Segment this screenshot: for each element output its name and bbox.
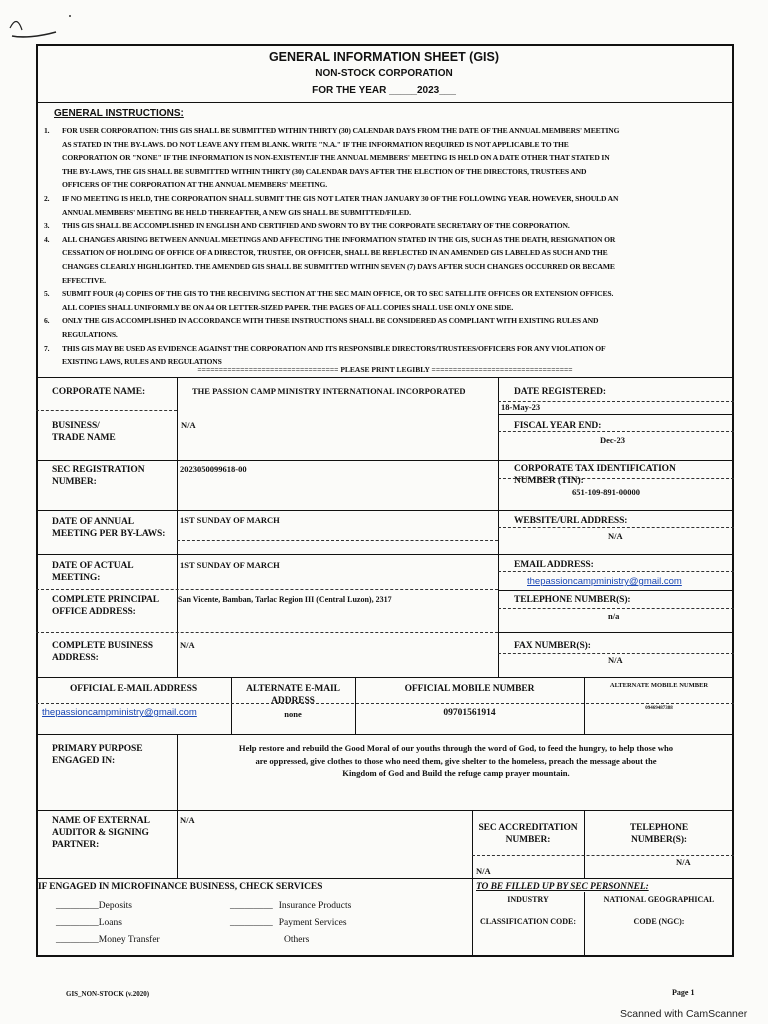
dashed-rule (498, 571, 734, 572)
page-subtitle: NON-STOCK CORPORATION (315, 68, 453, 79)
service-label: Others (284, 935, 310, 945)
year-prefix: FOR THE YEAR (312, 85, 387, 96)
ngc-label-2: CODE (NGC): (633, 917, 685, 926)
service-label: Loans (98, 918, 122, 928)
business-address-label-2: ADDRESS: (52, 653, 99, 663)
corporate-name-label: CORPORATE NAME: (52, 387, 146, 397)
purpose-line: Kingdom of God and Build the refuge camp prayer mountain. (342, 768, 570, 778)
auditor-label-3: PARTNER: (52, 840, 100, 850)
header-divider (36, 102, 734, 103)
instruction-number: 4. (44, 234, 50, 244)
official-email-label: OFFICIAL E-MAIL ADDRESS (69, 684, 198, 694)
actual-meeting-label-1: DATE OF ACTUAL (52, 561, 134, 571)
row-rule (498, 590, 734, 591)
banner-rule-right: ================================= (431, 365, 573, 374)
microfinance-left-items (56, 898, 160, 949)
dashed-rule (498, 608, 734, 609)
instruction-item (44, 314, 724, 341)
fiscal-year-value: Dec-23 (600, 435, 626, 445)
annual-meeting-label-1: DATE OF ANNUAL (52, 517, 134, 527)
instruction-item (44, 233, 724, 287)
sec-accreditation-label-1: SEC ACCREDITATION (478, 823, 578, 833)
tin-label-1: CORPORATE TAX IDENTIFICATION (514, 464, 676, 474)
principal-office-label-2: OFFICE ADDRESS: (52, 607, 136, 617)
microfinance-right-items (230, 898, 351, 949)
instruction-number: 7. (44, 343, 50, 353)
row-rule (36, 878, 734, 879)
auditor-telephone-label-2: NUMBER(S): (631, 835, 687, 845)
row-rule (36, 510, 734, 511)
scanner-watermark: Scanned with CamScanner (620, 1008, 748, 1020)
instruction-line: THE BY-LAWS, THE GIS SHALL BE SUBMITTED WITHIN THIRTY (30) CALENDAR DAYS AFTER THE ELECTION OF THE DIRECTORS, TRUSTEES AND (62, 166, 587, 176)
principal-office-label-1: COMPLETE PRINCIPAL (52, 595, 160, 605)
pen-scribble (4, 10, 74, 40)
fax-value: N/A (608, 655, 623, 665)
row-rule (36, 460, 734, 461)
banner-divider (36, 377, 734, 378)
service-others[interactable] (230, 932, 351, 949)
purpose-column-rule (177, 734, 178, 810)
row-rule (36, 677, 734, 678)
check-blank: _________ (56, 918, 99, 928)
dashed-rule (177, 540, 498, 541)
instruction-line: ANNUAL MEMBERS' MEETING BE HELD THEREAFTER, A NEW GIS SHALL BE SUBMITTED/FILED. (62, 207, 411, 217)
row-rule (36, 554, 734, 555)
instruction-line: AS STATED IN THE BY-LAWS. DO NOT LEAVE ANY ITEM BLANK. WRITE "N.A." IF THE INFORMATION REQUIRED IS NOT APPLICABLE TO THE (62, 139, 569, 149)
page-number: Page 1 (672, 988, 695, 997)
website-value: N/A (608, 531, 623, 541)
instruction-line: OFFICERS OF THE CORPORATION AT THE ANNUAL MEMBERS' MEETING. (62, 180, 328, 190)
check-blank: _________ (230, 918, 273, 928)
microfinance-heading: IF ENGAGED IN MICROFINANCE BUSINESS, CHECK SERVICES (38, 882, 323, 892)
fiscal-year-label: FISCAL YEAR END: (514, 421, 602, 431)
sec-registration-label-1: SEC REGISTRATION (52, 465, 145, 475)
purpose-text (180, 742, 732, 780)
banner-rule-left: ================================= (197, 365, 339, 374)
auditor-column-rule (177, 810, 178, 878)
auditor-label-1: NAME OF EXTERNAL (52, 816, 150, 826)
annual-meeting-value: 1ST SUNDAY OF MARCH (180, 515, 280, 525)
year-blank-right: ___ (439, 85, 456, 96)
dashed-rule (36, 632, 498, 633)
instruction-item (44, 124, 724, 192)
service-label: Money Transfer (98, 935, 160, 945)
business-label-1: BUSINESS/ (52, 421, 100, 431)
purpose-label-1: PRIMARY PURPOSE (52, 744, 143, 754)
business-address-label-1: COMPLETE BUSINESS (52, 641, 153, 651)
alt-email-label-2: ADDRESS (271, 696, 315, 706)
instruction-line: THIS GIS MAY BE USED AS EVIDENCE AGAINST THE CORPORATION AND ITS RESPONSIBLE DIRECTORS/TRUSTEES/OFFICERS FOR ANY VIOLATION OF (62, 343, 606, 353)
check-blank: _________ (230, 901, 273, 911)
alt-email-value: none (284, 709, 302, 719)
ngc-label-1: NATIONAL GEOGRAPHICAL (603, 895, 715, 904)
service-payment[interactable] (230, 915, 351, 932)
instruction-line: CESSATION OF HOLDING OF OFFICE OF A DIRECTOR, TRUSTEE, OR OFFICER, SHALL BE REFLECTED IN AN AMENDED GIS LABELED AS SUCH AND THE (62, 248, 608, 258)
sec-registration-value: 2023050099618-00 (180, 464, 247, 474)
tin-value: 651-109-891-00000 (572, 487, 640, 497)
dashed-rule (472, 855, 734, 856)
year-line (0, 85, 768, 96)
instruction-item (44, 192, 724, 219)
alt-email-label-1: ALTERNATE E-MAIL (246, 684, 340, 694)
service-money-transfer[interactable] (56, 932, 160, 949)
official-email-value[interactable]: thepassioncampministry@gmail.com (42, 707, 197, 718)
principal-office-value: San Vicente, Bamban, Tarlac Region III (Central Luzon), 2317 (178, 595, 392, 604)
business-address-value: N/A (180, 640, 195, 650)
dashed-rule (36, 703, 734, 704)
instruction-line: EXISTING LAWS, RULES AND REGULATIONS (62, 357, 222, 367)
instruction-line: THIS GIS SHALL BE ACCOMPLISHED IN ENGLISH AND CERTIFIED AND SWORN TO BY THE CORPORATE SECRETARY OF THE CORPORATION. (62, 221, 570, 231)
mobile-value: 09701561914 (443, 708, 496, 718)
print-legibly-banner (36, 365, 734, 374)
year-blank-left: _____ (389, 85, 417, 96)
instruction-line: CORPORATION OR "NONE" IF THE INFORMATION IS NON-EXISTENT.IF THE ANNUAL MEMBERS' MEETING IS HELD ON A DATE OTHER THAT STATED IN (62, 153, 610, 163)
industry-label-1: INDUSTRY (507, 895, 549, 904)
service-label: Deposits (98, 901, 132, 911)
alt-mobile-label: ALTERNATE MOBILE NUMBER (609, 682, 709, 689)
sec-personnel-heading: TO BE FILLED UP BY SEC PERSONNEL: (476, 882, 649, 892)
actual-meeting-label-2: MEETING: (52, 573, 101, 583)
dashed-rule (498, 653, 734, 654)
instructions-heading: GENERAL INSTRUCTIONS: (54, 108, 184, 119)
instruction-line: SUBMIT FOUR (4) COPIES OF THE GIS TO THE RECEIVING SECTION AT THE SEC MAIN OFFICE, OR TO SEC SATELLITE OFFICES OR EXTENSION OFFICES. (62, 289, 614, 299)
service-label: Insurance Products (278, 901, 352, 911)
check-blank: _________ (56, 901, 99, 911)
instruction-line: ALL COPIES SHALL UNIFORMLY BE ON A4 OR LETTER-SIZED PAPER. THE PAGES OF ALL COPIES SHALL USE ONLY ONE SIDE. (62, 302, 514, 312)
instruction-line: CHANGES CLEARLY HIGHLIGHTED. THE AMENDED GIS SHALL BE SUBMITTED WITHIN SEVEN (7) DAYS AFTER SUCH CHANGES OCCURRED OR BECAME (62, 261, 615, 271)
business-value: N/A (181, 420, 196, 430)
sec-accreditation-value: N/A (476, 866, 491, 876)
telephone-value: n/a (608, 611, 620, 621)
page-title: GENERAL INFORMATION SHEET (GIS) (268, 50, 500, 64)
purpose-line: are oppressed, give clothes to those who need them, give shelter to the homeless, preach the message about the (255, 755, 657, 766)
instruction-number: 5. (44, 289, 50, 299)
auditor-telephone-label-1: TELEPHONE (629, 823, 689, 833)
telephone-label: TELEPHONE NUMBER(S): (514, 595, 631, 605)
corporate-name-value: THE PASSION CAMP MINISTRY INTERNATIONAL INCORPORATED (192, 386, 466, 396)
tin-label-2: NUMBER (TIN): (514, 476, 584, 486)
date-registered-value: 18-May-23 (501, 402, 541, 412)
website-label: WEBSITE/URL ADDRESS: (514, 516, 628, 526)
actual-meeting-value: 1ST SUNDAY OF MARCH (180, 560, 280, 570)
instruction-item (44, 219, 724, 233)
instruction-line: ALL CHANGES ARISING BETWEEN ANNUAL MEETINGS AND AFFECTING THE INFORMATION STATED IN THE GIS, SUCH AS THE DEATH, RESIGNATION OR (62, 234, 616, 244)
instruction-number: 1. (44, 126, 50, 135)
email-label: EMAIL ADDRESS: (514, 560, 594, 570)
instruction-number: 2. (44, 193, 50, 203)
year-value: 2023 (416, 85, 440, 96)
instruction-line: REGULATIONS. (62, 329, 118, 339)
auditor-telephone-value: N/A (676, 857, 691, 867)
instruction-line: EFFECTIVE. (62, 275, 106, 285)
industry-label-2: CLASSIFICATION CODE: (479, 917, 577, 926)
row-rule (36, 734, 734, 735)
date-registered-label: DATE REGISTERED: (514, 387, 606, 397)
sec-accreditation-label-2: NUMBER: (505, 835, 551, 845)
service-loans[interactable] (56, 915, 160, 932)
email-value[interactable]: thepassioncampministry@gmail.com (527, 576, 682, 587)
service-label: Payment Services (278, 918, 347, 928)
banner-text: PLEASE PRINT LEGIBLY (340, 365, 430, 374)
instruction-line: ONLY THE GIS ACCOMPLISHED IN ACCORDANCE WITH THESE INSTRUCTIONS SHALL BE CONSIDERED AS COMPLIANT WITH EXISTING RULES AND (62, 316, 599, 326)
fax-label: FAX NUMBER(S): (514, 641, 591, 651)
auditor-value: N/A (180, 815, 195, 825)
instructions-list (44, 124, 724, 369)
dashed-rule (36, 589, 498, 590)
purpose-label-2: ENGAGED IN: (52, 756, 116, 766)
dashed-rule (498, 527, 734, 528)
service-deposits[interactable] (56, 898, 160, 915)
alt-mobile-value: 09469487388 (645, 706, 673, 711)
purpose-line: Help restore and rebuild the Good Moral of our youths through the word of God, to feed the hungry, to help those who (238, 743, 674, 753)
dashed-rule (36, 410, 177, 411)
form-code: GIS_NON-STOCK (v.2020) (66, 990, 150, 998)
row-rule (36, 810, 734, 811)
check-blank: _________ (56, 935, 99, 945)
row-rule (498, 632, 734, 633)
business-label-2: TRADE NAME (52, 433, 116, 443)
instruction-number: 3. (44, 221, 50, 231)
instruction-item (44, 287, 724, 314)
annual-meeting-label-2: MEETING PER BY-LAWS: (52, 529, 166, 539)
row-rule (498, 414, 734, 415)
instruction-number: 6. (44, 316, 50, 326)
service-insurance[interactable] (230, 898, 351, 915)
instruction-line: FOR USER CORPORATION: THIS GIS SHALL BE SUBMITTED WITHIN THIRTY (30) CALENDAR DAYS FROM THE DATE OF THE ANNUAL MEMBERS' MEETING (62, 126, 620, 135)
sec-registration-label-2: NUMBER: (52, 477, 97, 487)
auditor-label-2: AUDITOR & SIGNING (52, 828, 149, 838)
mobile-label: OFFICIAL MOBILE NUMBER (404, 684, 535, 694)
instruction-line: IF NO MEETING IS HELD, THE CORPORATION SHALL SUBMIT THE GIS NOT LATER THAN JANUARY 30 OF THE FOLLOWING YEAR. HOWEVER, SHOULD AN (62, 193, 619, 203)
